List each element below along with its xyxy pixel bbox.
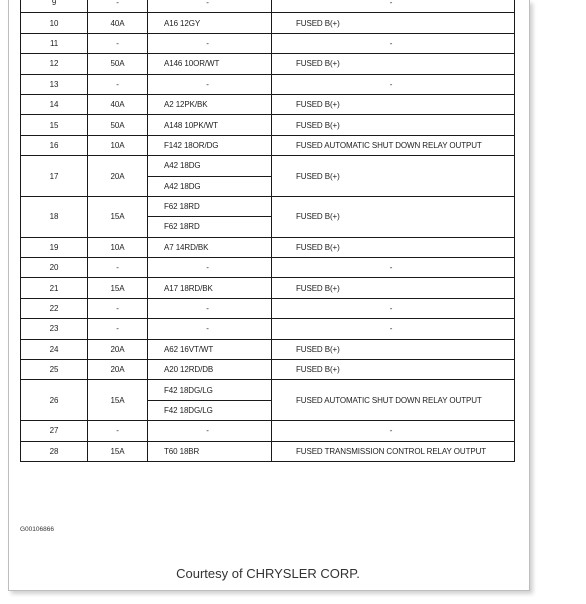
fuse-rating-cell: - (88, 298, 148, 318)
wire-cell: A148 10PK/WT (148, 115, 272, 135)
wire-cell: T60 18BR (148, 441, 272, 461)
wire-cell: A7 14RD/BK (148, 237, 272, 257)
table-row (21, 360, 515, 380)
cavity-number-cell: 25 (21, 360, 88, 380)
wire-cell: F42 18DG/LG (148, 400, 272, 420)
fuse-rating-cell: 40A (88, 94, 148, 114)
cavity-number-cell: 9 (21, 0, 88, 13)
table-row (21, 298, 515, 318)
fuse-rating-cell: - (88, 421, 148, 441)
cavity-number-cell: 11 (21, 33, 88, 53)
fuse-rating-cell: 20A (88, 360, 148, 380)
wire-cell: - (148, 33, 272, 53)
description-cell: FUSED AUTOMATIC SHUT DOWN RELAY OUTPUT (272, 135, 515, 155)
table-row (21, 441, 515, 461)
table-row (21, 115, 515, 135)
wire-cell: - (148, 0, 272, 13)
wire-cell: - (148, 74, 272, 94)
fuse-rating-cell: 40A (88, 13, 148, 33)
wire-cell: A20 12RD/DB (148, 360, 272, 380)
fuse-rating-cell: 10A (88, 135, 148, 155)
description-cell: FUSED B(+) (272, 156, 515, 197)
description-cell: FUSED B(+) (272, 278, 515, 298)
wire-cell: - (148, 298, 272, 318)
fuse-rating-cell: - (88, 74, 148, 94)
wire-cell: A42 18DG (148, 176, 272, 196)
fuse-rating-cell: 50A (88, 115, 148, 135)
wire-cell: A42 18DG (148, 156, 272, 176)
description-cell: - (272, 421, 515, 441)
wire-cell: - (148, 319, 272, 339)
fuse-rating-cell: - (88, 319, 148, 339)
table-row (21, 258, 515, 278)
wire-cell: A16 12GY (148, 13, 272, 33)
wire-cell: - (148, 421, 272, 441)
fuse-rating-cell: - (88, 0, 148, 13)
description-cell: FUSED B(+) (272, 94, 515, 114)
description-cell: - (272, 0, 515, 13)
wire-cell: - (148, 258, 272, 278)
fuse-table (20, 0, 515, 462)
figure-code: G00106866 (20, 526, 54, 533)
wire-cell: A17 18RD/BK (148, 278, 272, 298)
cavity-number-cell: 24 (21, 339, 88, 359)
cavity-number-cell: 17 (21, 156, 88, 197)
table-row (21, 196, 515, 216)
fuse-rating-cell: 15A (88, 380, 148, 421)
description-cell: FUSED B(+) (272, 13, 515, 33)
description-cell: FUSED AUTOMATIC SHUT DOWN RELAY OUTPUT (272, 380, 515, 421)
table-row (21, 13, 515, 33)
fuse-rating-cell: 20A (88, 156, 148, 197)
table-row (21, 33, 515, 53)
cavity-number-cell: 26 (21, 380, 88, 421)
description-cell: - (272, 33, 515, 53)
fuse-rating-cell: 20A (88, 339, 148, 359)
fuse-rating-cell: 50A (88, 54, 148, 74)
description-cell: FUSED B(+) (272, 196, 515, 237)
wire-cell: A62 16VT/WT (148, 339, 272, 359)
table-row (21, 319, 515, 339)
cavity-number-cell: 16 (21, 135, 88, 155)
wire-cell: A2 12PK/BK (148, 94, 272, 114)
description-cell: FUSED B(+) (272, 54, 515, 74)
wire-cell: F62 18RD (148, 196, 272, 216)
description-cell: FUSED B(+) (272, 360, 515, 380)
cavity-number-cell: 14 (21, 94, 88, 114)
cavity-number-cell: 15 (21, 115, 88, 135)
courtesy-caption: Courtesy of CHRYSLER CORP. (176, 566, 360, 581)
cavity-number-cell: 18 (21, 196, 88, 237)
table-row (21, 54, 515, 74)
cavity-number-cell: 21 (21, 278, 88, 298)
table-row (21, 278, 515, 298)
cavity-number-cell: 13 (21, 74, 88, 94)
fuse-rating-cell: - (88, 258, 148, 278)
description-cell: - (272, 258, 515, 278)
table-row (21, 135, 515, 155)
description-cell: FUSED B(+) (272, 115, 515, 135)
wire-cell: F42 18DG/LG (148, 380, 272, 400)
wire-cell: A146 10OR/WT (148, 54, 272, 74)
description-cell: FUSED B(+) (272, 339, 515, 359)
wire-cell: F62 18RD (148, 217, 272, 237)
cavity-number-cell: 28 (21, 441, 88, 461)
table-row (21, 237, 515, 257)
description-cell: FUSED B(+) (272, 237, 515, 257)
description-cell: - (272, 319, 515, 339)
description-cell: - (272, 74, 515, 94)
description-cell: - (272, 298, 515, 318)
table-row (21, 380, 515, 400)
fuse-rating-cell: 15A (88, 278, 148, 298)
table-row (21, 156, 515, 176)
table-row (21, 0, 515, 13)
cavity-number-cell: 22 (21, 298, 88, 318)
fuse-rating-cell: - (88, 33, 148, 53)
cavity-number-cell: 23 (21, 319, 88, 339)
cavity-number-cell: 19 (21, 237, 88, 257)
cavity-number-cell: 20 (21, 258, 88, 278)
table-row (21, 74, 515, 94)
description-cell: FUSED TRANSMISSION CONTROL RELAY OUTPUT (272, 441, 515, 461)
fuse-rating-cell: 15A (88, 441, 148, 461)
cavity-number-cell: 10 (21, 13, 88, 33)
fuse-rating-cell: 10A (88, 237, 148, 257)
table-row (21, 94, 515, 114)
cavity-number-cell: 12 (21, 54, 88, 74)
fuse-table-body (21, 0, 515, 461)
table-row (21, 339, 515, 359)
cavity-number-cell: 27 (21, 421, 88, 441)
wire-cell: F142 18OR/DG (148, 135, 272, 155)
fuse-rating-cell: 15A (88, 196, 148, 237)
table-row (21, 421, 515, 441)
